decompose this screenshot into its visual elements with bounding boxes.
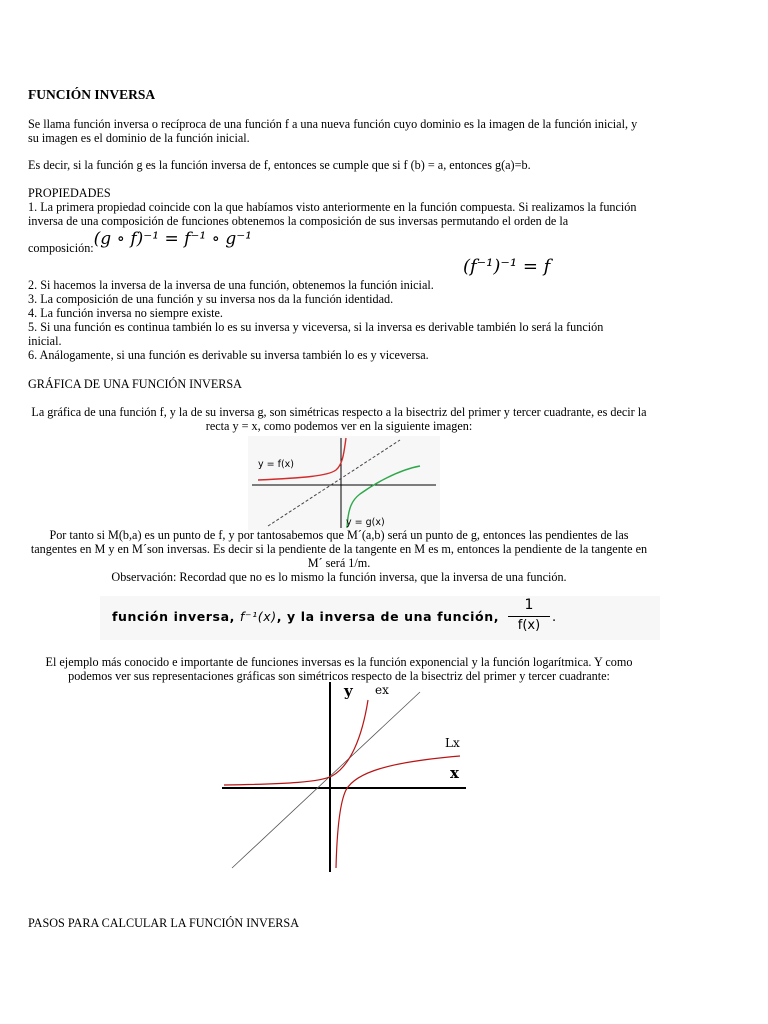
exp-curve (224, 700, 368, 785)
property-1: 1. La primera propiedad coincide con la que habíamos visto anteriormente en la función compuesta. Si realizamos la función inversa de una composición de funciones obtenemos la composición de sus inversas permutando el orden de la (28, 200, 637, 228)
property-3: 3. La composición de una función y su inversa nos da la función identidad. (28, 292, 394, 306)
property-4: 4. La función inversa no siempre existe. (28, 306, 223, 320)
y-axis-label: y (344, 682, 353, 700)
propiedades-heading: PROPIEDADES (28, 186, 111, 200)
composition-inverse-formula: (g ∘ f)⁻¹ = f⁻¹ ∘ g⁻¹ (93, 229, 252, 249)
ejemplo-paragraph: El ejemplo más conocido e importante de funciones inversas es la función exponencial y la función logarítmica. Y como podemos ver sus representaciones gráficas son simétricos respecto de la bisectriz del primer y tercer cuadrante: (45, 655, 633, 683)
tangentes-paragraph: Por tanto si M(b,a) es un punto de f, y por tantosabemos que M´(a,b) será un punto de g, entonces las pendientes de las tangentes en M y en M´son inversas. Es decir si la pendiente de la tangente en M es m, entonces la pendiente de la tangente en M´ será 1/m. (30, 528, 648, 570)
bisector-line (232, 692, 420, 868)
log-label: Lx (445, 736, 460, 750)
f-label: y = f(x) (258, 459, 295, 470)
fraction-denominator: f(x) (517, 618, 541, 633)
page-title: FUNCIÓN INVERSA (28, 87, 156, 102)
grafica-paragraph: La gráfica de una función f, y la de su inversa g, son simétricas respecto a la bisectriz del primer y tercer cuadrante, es decir la recta y = x, como podemos ver en la siguiente imagen: (31, 405, 647, 433)
grafica-heading: GRÁFICA DE UNA FUNCIÓN INVERSA (28, 377, 242, 391)
exp-log-figure (220, 678, 470, 874)
es-decir-paragraph: Es decir, si la función g es la función inversa de f, entonces se cumple que si f (b) = a, entonces g(a)=b. (28, 158, 531, 172)
log-curve (336, 756, 460, 868)
property-2: 2. Si hacemos la inversa de la inversa de una función, obtenemos la función inicial. (28, 278, 434, 292)
observacion-paragraph: Observación: Recordad que no es lo mismo la función inversa, que la inversa de una función. (111, 570, 567, 584)
fraction-numerator: 1 (524, 597, 534, 613)
pasos-heading: PASOS PARA CALCULAR LA FUNCIÓN INVERSA (28, 916, 300, 930)
observation-formula: función inversa, f⁻¹(x), y la inversa de una función, 1 f(x) . (100, 596, 660, 640)
exp-label: ex (375, 683, 389, 697)
inverse-function-figure (248, 436, 440, 530)
fraction-bar (508, 616, 550, 617)
intro-paragraph: Se llama función inversa o recíproca de una función f a una nueva función cuyo dominio es la imagen de la función inicial, y su imagen es el dominio de la función inicial. (28, 117, 638, 145)
property-1-formula-line: composición:(g ∘ f)⁻¹ = f⁻¹ ∘ g⁻¹ (28, 229, 252, 255)
g-label: y = g(x) (346, 517, 385, 528)
property-6: 6. Análogamente, si una función es derivable su inversa también lo es y viceversa. (28, 348, 429, 362)
x-axis-label: x (450, 764, 459, 782)
double-inverse-formula: (f⁻¹)⁻¹ = f (463, 256, 551, 277)
property-5: 5. Si una función es continua también lo es su inversa y viceversa, si la inversa es derivable también lo será la función inicial. (28, 320, 604, 348)
